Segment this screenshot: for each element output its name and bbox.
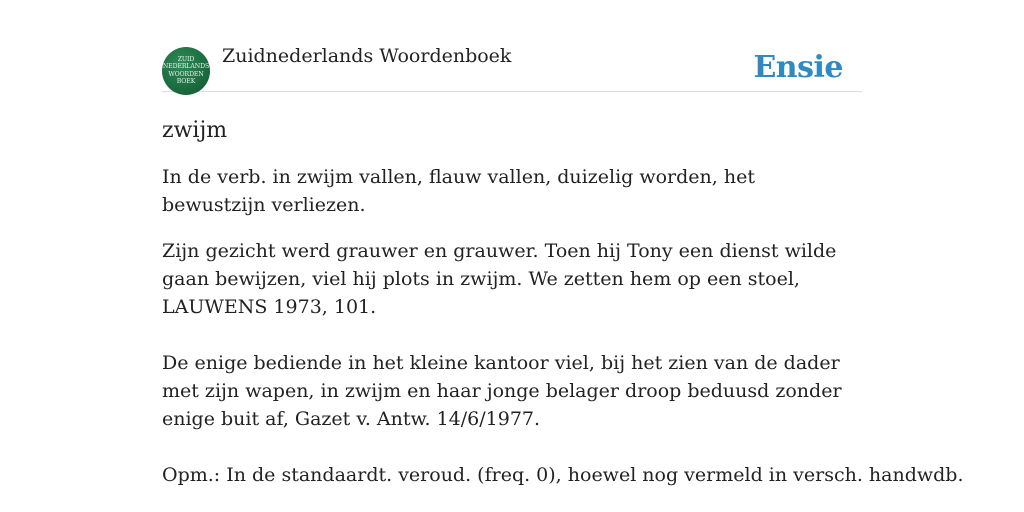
entry-card <box>162 40 964 489</box>
dictionary-logo[interactable] <box>162 47 210 95</box>
logo-line: BOEK <box>176 78 196 86</box>
logo-line: NEDERLANDS <box>162 63 210 71</box>
usage-note: Opm.: In de standaardt. veroud. (freq. 0), hoewel nog vermeld in versch. handwdb. <box>162 464 964 486</box>
example-quote: Zijn gezicht werd grauwer en grauwer. Toen hij Tony een dienst wilde gaan bewijzen, viel hij plots in zwijm. We zetten hem op een stoel, LAUWENS 1973, 101. <box>162 240 837 318</box>
entry-header <box>162 40 862 92</box>
logo-line: ZUID <box>177 56 195 63</box>
source-title[interactable]: Zuidnederlands Woordenboek <box>222 45 512 67</box>
headword: zwijm <box>162 118 228 143</box>
brand-logo[interactable]: Ensie <box>753 50 843 85</box>
definition: In de verb. in zwijm vallen, flauw vallen, duizelig worden, het bewustzijn verliezen. <box>162 166 755 216</box>
example-quote: De enige bediende in het kleine kantoor viel, bij het zien van de dader met zijn wapen, in zwijm en haar jonge belager droop beduusd zonder enige buit af, Gazet v. Antw. 14/6/1977. <box>162 352 842 430</box>
logo-line: WOORDEN <box>168 70 204 78</box>
logo-text <box>162 56 210 86</box>
